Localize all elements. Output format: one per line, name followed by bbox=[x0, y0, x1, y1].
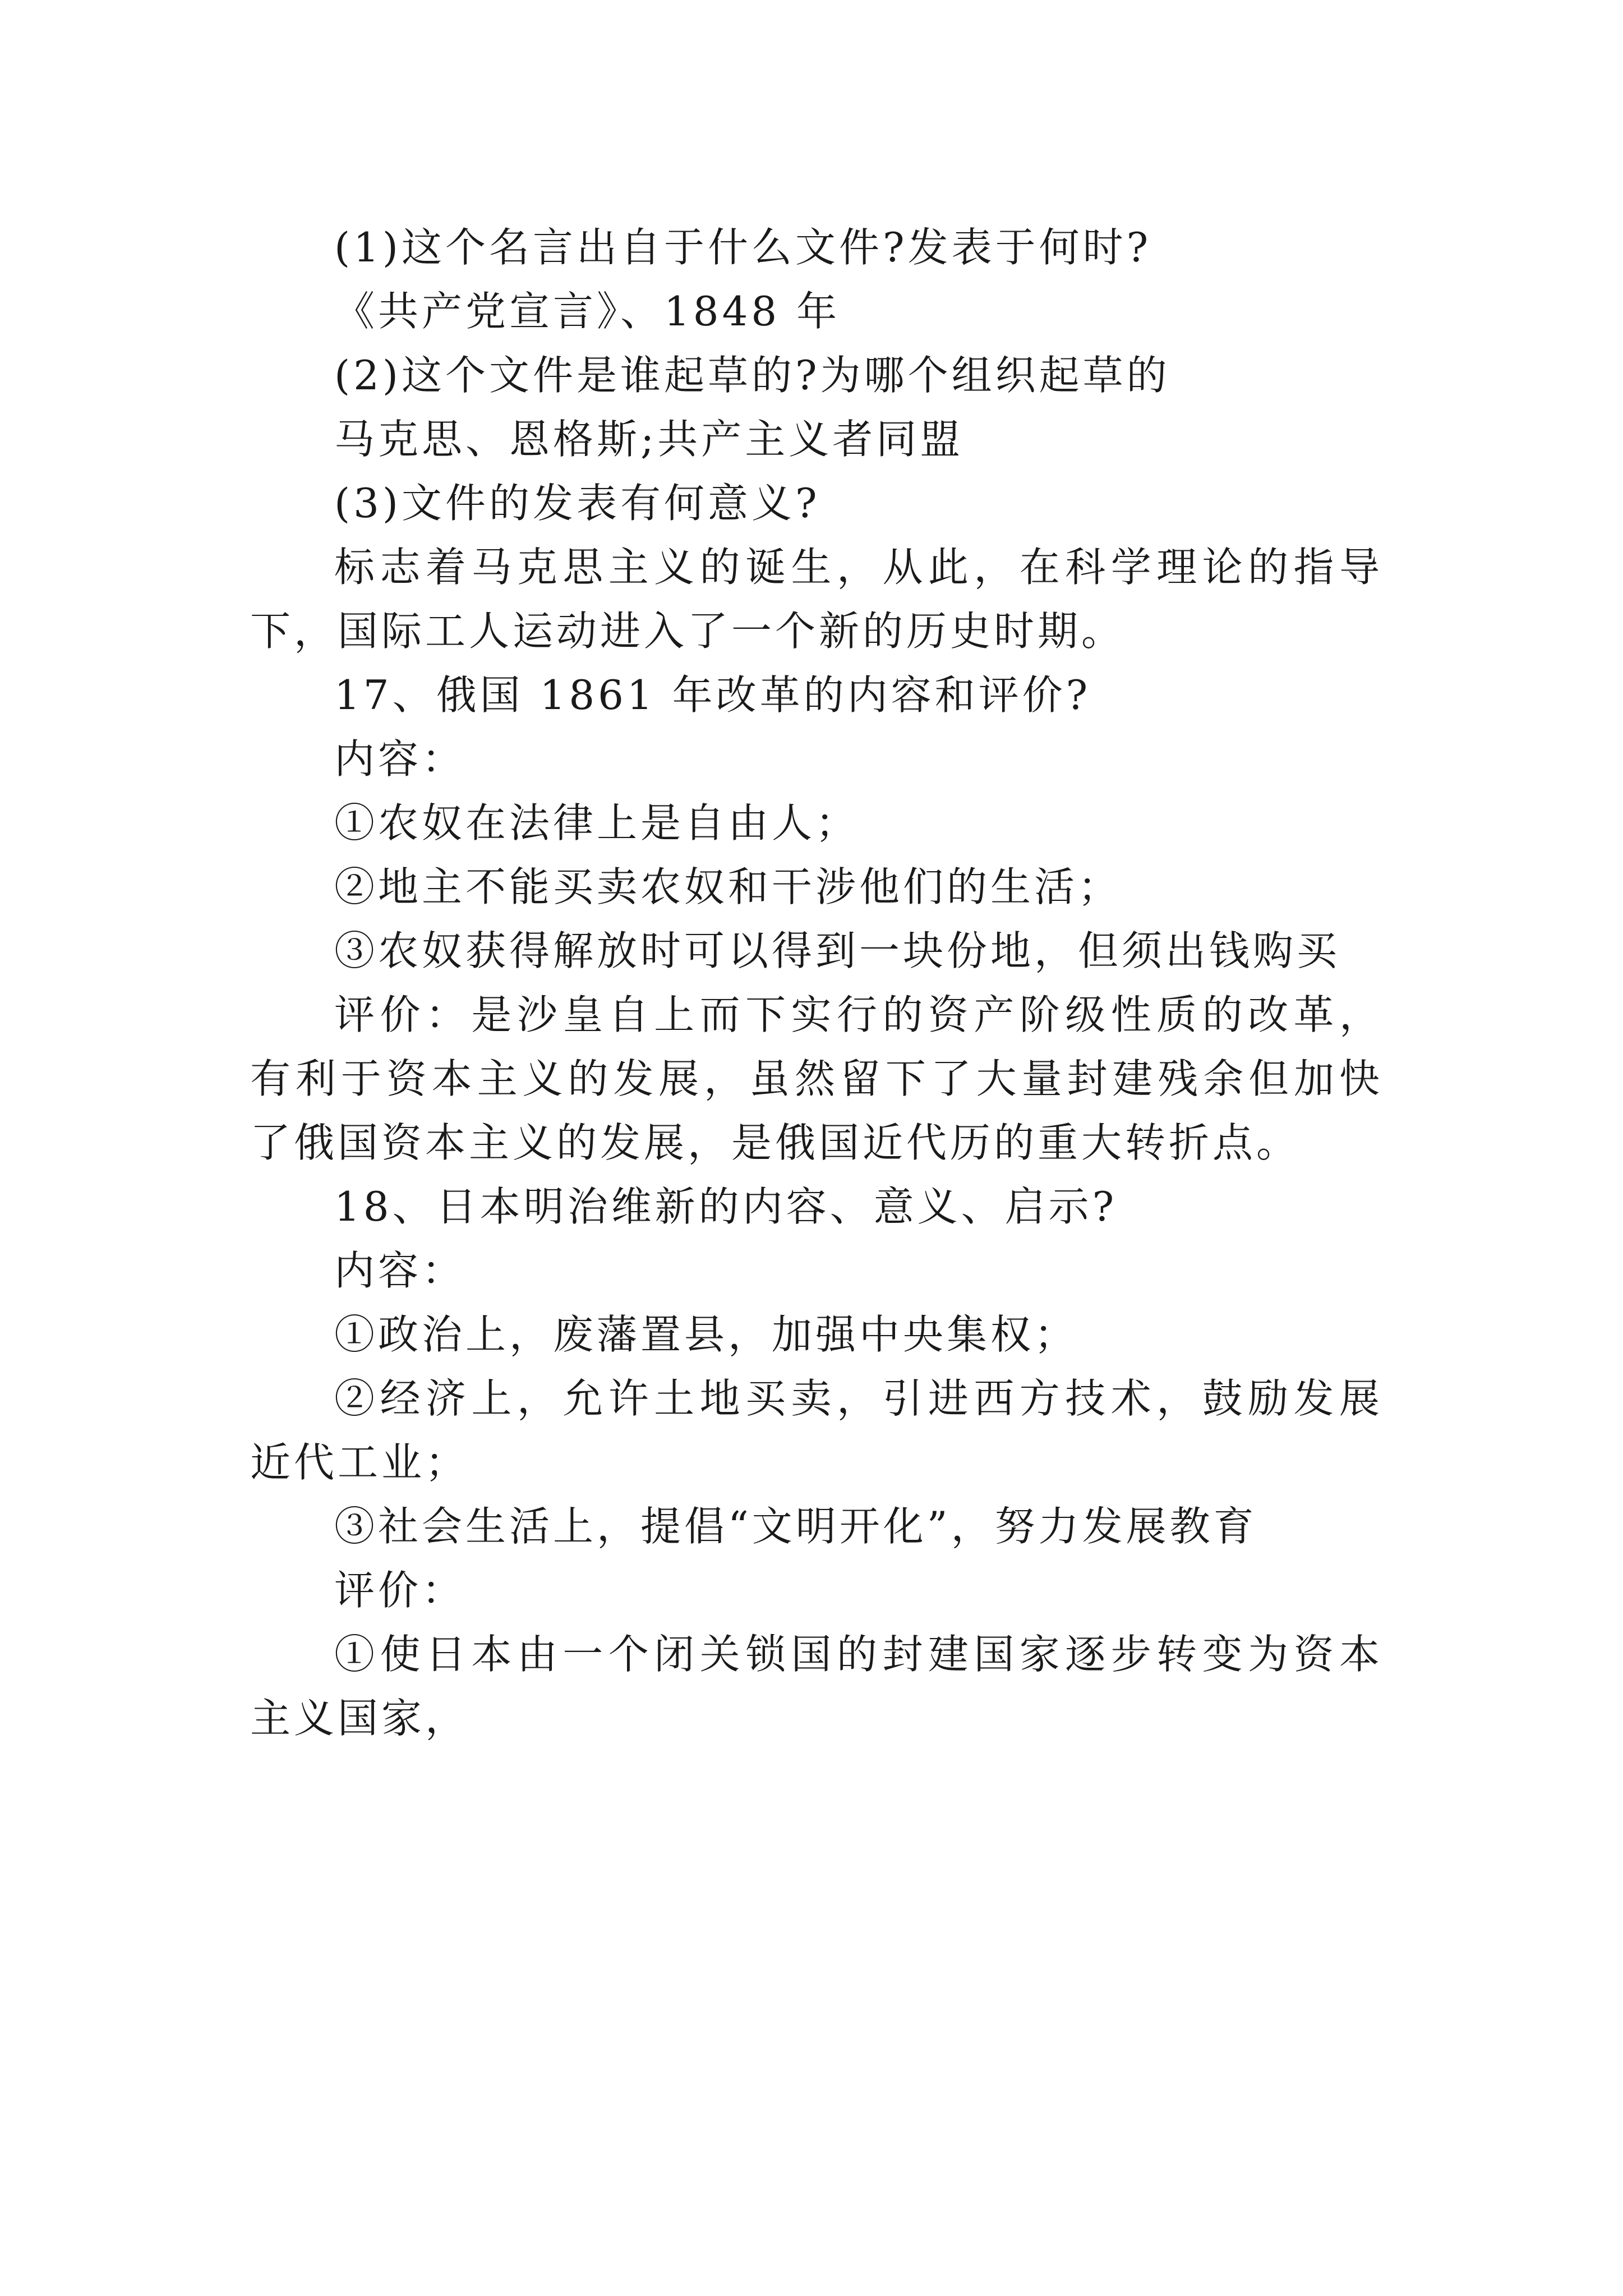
list-item: ③农奴获得解放时可以得到一块份地，但须出钱购买 bbox=[334, 927, 1341, 974]
section-label-content: 内容： bbox=[334, 1247, 466, 1294]
question-1-sub-1: (1)这个名言出自于什么文件?发表于何时? bbox=[334, 224, 1152, 271]
list-item: ①农奴在法律上是自由人； bbox=[334, 799, 860, 846]
section-label-evaluation: 评价： bbox=[334, 1567, 466, 1614]
section-label-content: 内容： bbox=[334, 735, 466, 783]
evaluation-paragraph: 评价：是沙皇自上而下实行的资产阶级性质的改革，有利于资本主义的发展，虽然留下了大量封建残余但加快了俄国资本主义的发展，是俄国近代历的重大转折点。 bbox=[250, 991, 1383, 1166]
list-item: ①使日本由一个闭关锁国的封建国家逐步转变为资本主义国家， bbox=[250, 1631, 1383, 1742]
question-17: 17、俄国 1861 年改革的内容和评价? bbox=[334, 671, 1091, 719]
list-item: ①政治上，废藩置县，加强中央集权； bbox=[334, 1311, 1078, 1358]
list-item: ②地主不能买卖农奴和干涉他们的生活； bbox=[334, 863, 1122, 910]
question-1-sub-3: (3)文件的发表有何意义? bbox=[334, 480, 820, 527]
answer-1-sub-2: 马克思、恩格斯;共产主义者同盟 bbox=[334, 416, 964, 463]
answer-1-sub-1: 《共产党宣言》、1848 年 bbox=[334, 288, 841, 335]
question-1-sub-2: (2)这个文件是谁起草的?为哪个组织起草的 bbox=[334, 352, 1170, 399]
document-body bbox=[250, 215, 1383, 1750]
answer-1-sub-3: 标志着马克思主义的诞生，从此，在科学理论的指导下，国际工人运动进入了一个新的历史时期。 bbox=[250, 544, 1383, 655]
question-18: 18、日本明治维新的内容、意义、启示? bbox=[334, 1183, 1118, 1230]
list-item: ②经济上，允许土地买卖，引进西方技术，鼓励发展近代工业； bbox=[250, 1375, 1383, 1486]
list-item: ③社会生活上，提倡“文明开化”，努力发展教育 bbox=[334, 1503, 1257, 1550]
